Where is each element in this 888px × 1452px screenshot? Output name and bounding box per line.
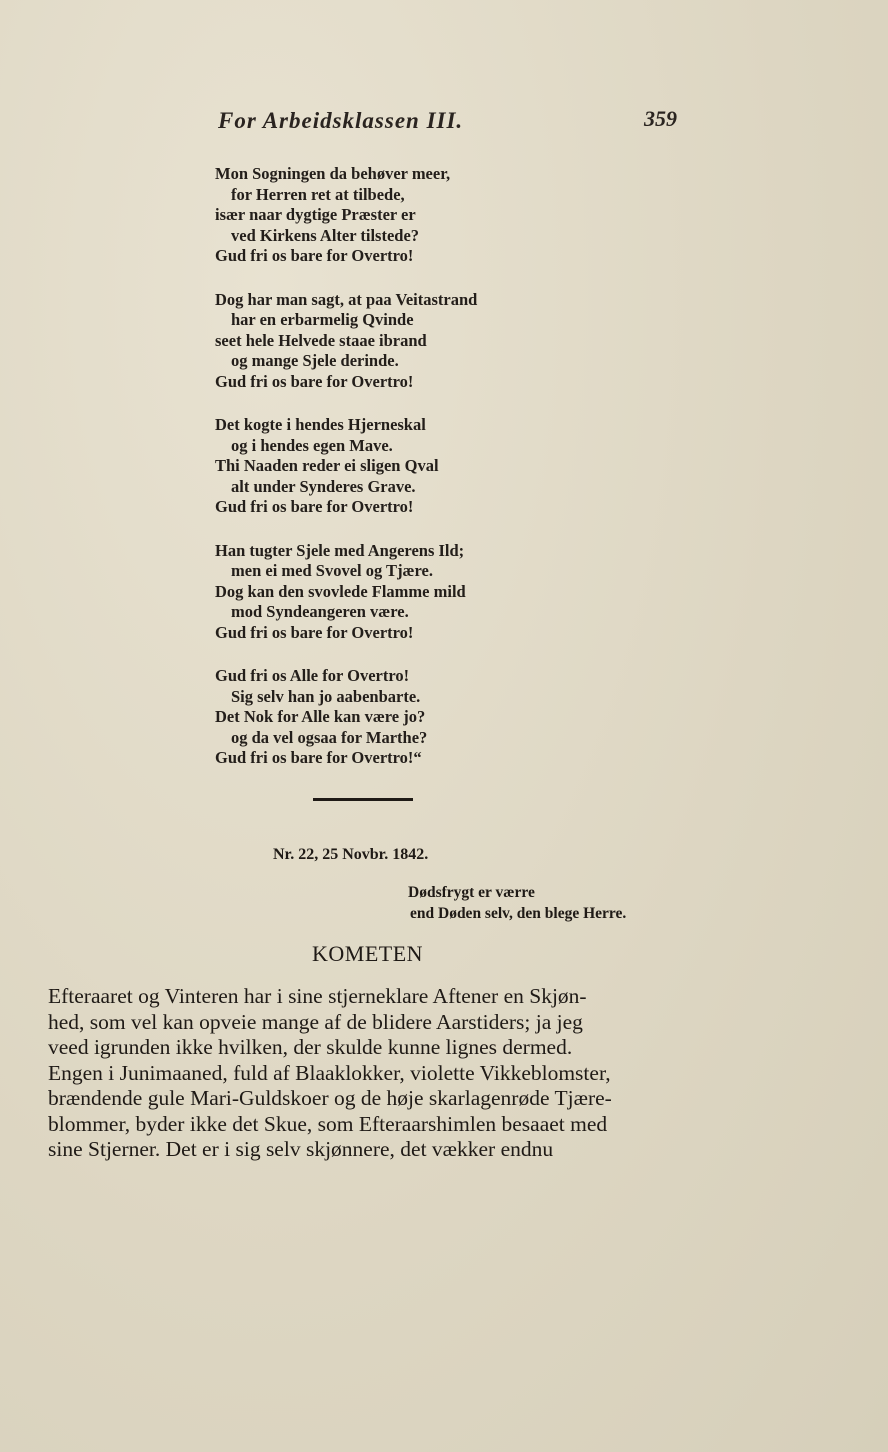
poem-stanza-4 — [215, 541, 635, 644]
prose-line: blommer, byder ikke det Skue, som Efteraarshimlen besaaet med — [48, 1111, 608, 1136]
poem-stanza-3 — [215, 415, 635, 518]
poem-line: Mon Sogningen da behøver meer, — [215, 164, 451, 183]
poem-refrain: Gud fri os bare for Overtro! — [215, 371, 414, 391]
poem-line: Det Nok for Alle kan være jo? — [215, 707, 426, 726]
poem-line: mod Syndeangeren være. — [231, 602, 409, 621]
running-head: For Arbeidsklassen III. — [218, 108, 464, 133]
epigraph — [408, 882, 626, 924]
poem-refrain: Gud fri os bare for Overtro! — [215, 622, 414, 642]
poem-stanza-2 — [215, 290, 635, 393]
section-divider — [313, 798, 413, 801]
prose-line: hed, som vel kan opveie mange af de blidere Aarstiders; ja jeg — [48, 1009, 583, 1034]
prose-line: Efteraaret og Vinteren har i sine stjerneklare Aftener en Skjøn- — [48, 984, 587, 1008]
poem-line: Dog har man sagt, at paa Veitastrand — [215, 289, 478, 309]
poem-line: Gud fri os Alle for Overtro! — [215, 666, 410, 685]
poem-line: især naar dygtige Præster er — [215, 205, 416, 224]
issue-date: Nr. 22, 25 Novbr. 1842. — [273, 846, 429, 863]
poem-line: Sig selv han jo aabenbarte. — [231, 686, 421, 706]
poem-line: ved Kirkens Alter tilstede? — [231, 225, 420, 245]
prose-line: veed igrunden ikke hvilken, der skulde kunne lignes dermed. — [48, 1035, 573, 1059]
poem-line: for Herren ret at tilbede, — [231, 184, 405, 204]
poem-line: har en erbarmelig Qvinde — [231, 310, 414, 329]
poem-line: og i hendes egen Mave. — [231, 435, 393, 455]
prose-line: brændende gule Mari-Guldskoer og de høje skarlagenrøde Tjære- — [48, 1086, 612, 1110]
prose-line: Engen i Junimaaned, fuld af Blaaklokker, violette Vikkeblomster, — [48, 1060, 611, 1085]
prose-line: sine Stjerner. Det er i sig selv skjønnere, det vækker endnu — [48, 1137, 554, 1161]
poem-line: seet hele Helvede staae ibrand — [215, 330, 427, 350]
poem-line: Det kogte i hendes Hjerneskal — [215, 415, 426, 434]
page-number: 359 — [644, 106, 677, 131]
poem-line: og mange Sjele derinde. — [231, 351, 399, 370]
poem-line: Dog kan den svovlede Flamme mild — [215, 581, 466, 601]
epigraph-line: Dødsfrygt er værre — [408, 884, 535, 901]
chapter-title: KOMETEN — [312, 941, 424, 966]
poem-refrain: Gud fri os bare for Overtro!“ — [215, 748, 422, 767]
poem-line: alt under Synderes Grave. — [231, 476, 416, 496]
poem-line: Thi Naaden reder ei sligen Qval — [215, 456, 439, 475]
epigraph-line: end Døden selv, den blege Herre. — [410, 905, 627, 922]
poem-line: og da vel ogsaa for Marthe? — [231, 727, 428, 747]
poem-stanza-1 — [215, 164, 635, 267]
poem — [215, 164, 635, 792]
poem-stanza-5 — [215, 666, 635, 769]
poem-line: men ei med Svovel og Tjære. — [231, 561, 433, 580]
poem-refrain: Gud fri os bare for Overtro! — [215, 497, 414, 516]
prose-paragraph — [48, 984, 698, 1163]
poem-refrain: Gud fri os bare for Overtro! — [215, 246, 414, 265]
poem-line: Han tugter Sjele med Angerens Ild; — [215, 540, 465, 560]
